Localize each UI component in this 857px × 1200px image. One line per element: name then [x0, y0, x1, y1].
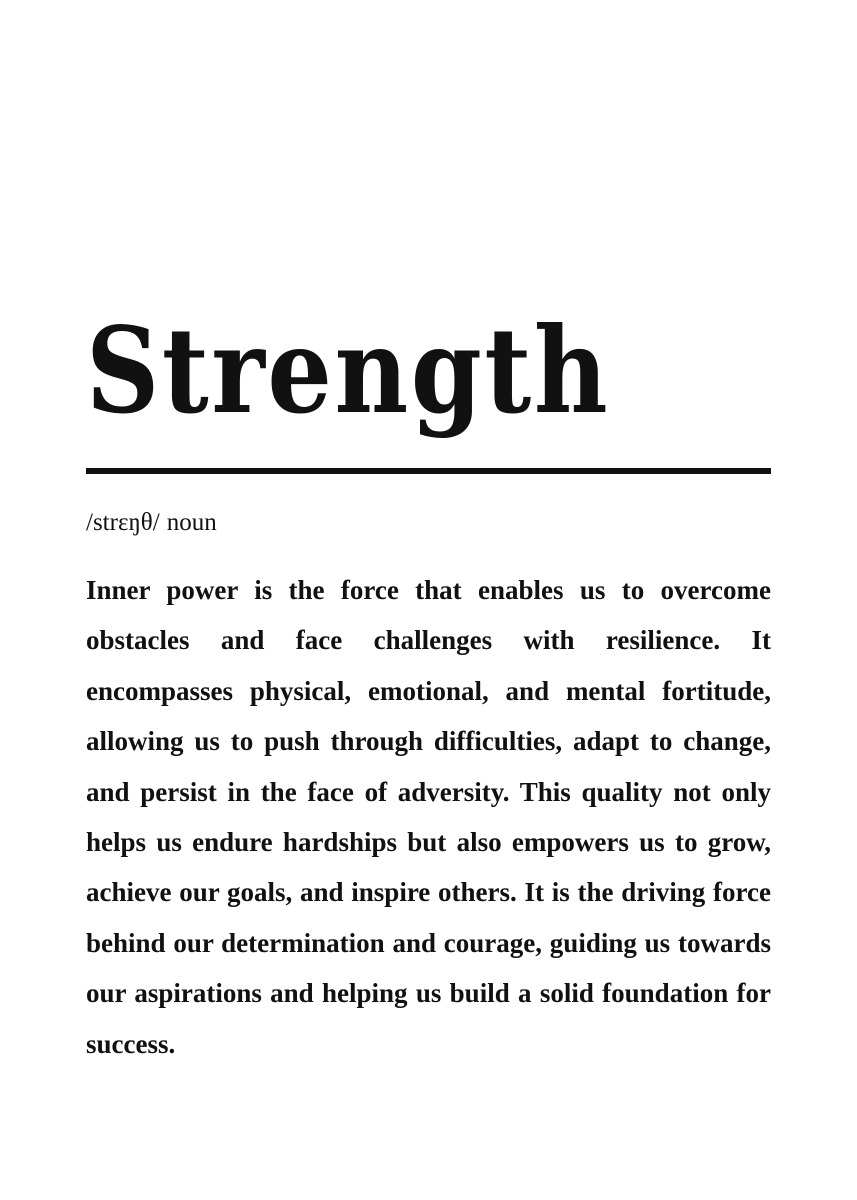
headword: Strength	[86, 301, 611, 440]
part-of-speech: noun	[166, 509, 217, 536]
pronunciation-line	[86, 508, 217, 538]
pronunciation: /strɛŋθ/	[86, 509, 160, 536]
divider-rule	[86, 468, 771, 474]
definition-text: Inner power is the force that enables us to overcome obstacles and face challenges with resilience. It encompasses physical, emotional, and mental fortitude, allowing us to push through difficulties, adapt to change, and persist in the face of adversity. This quality not only helps us endure hardships but also empowers us to grow, achieve our goals, and inspire others. It is the driving force behind our determination and courage, guiding us towards our aspirations and helping us build a solid foundation for success.	[86, 575, 771, 1059]
